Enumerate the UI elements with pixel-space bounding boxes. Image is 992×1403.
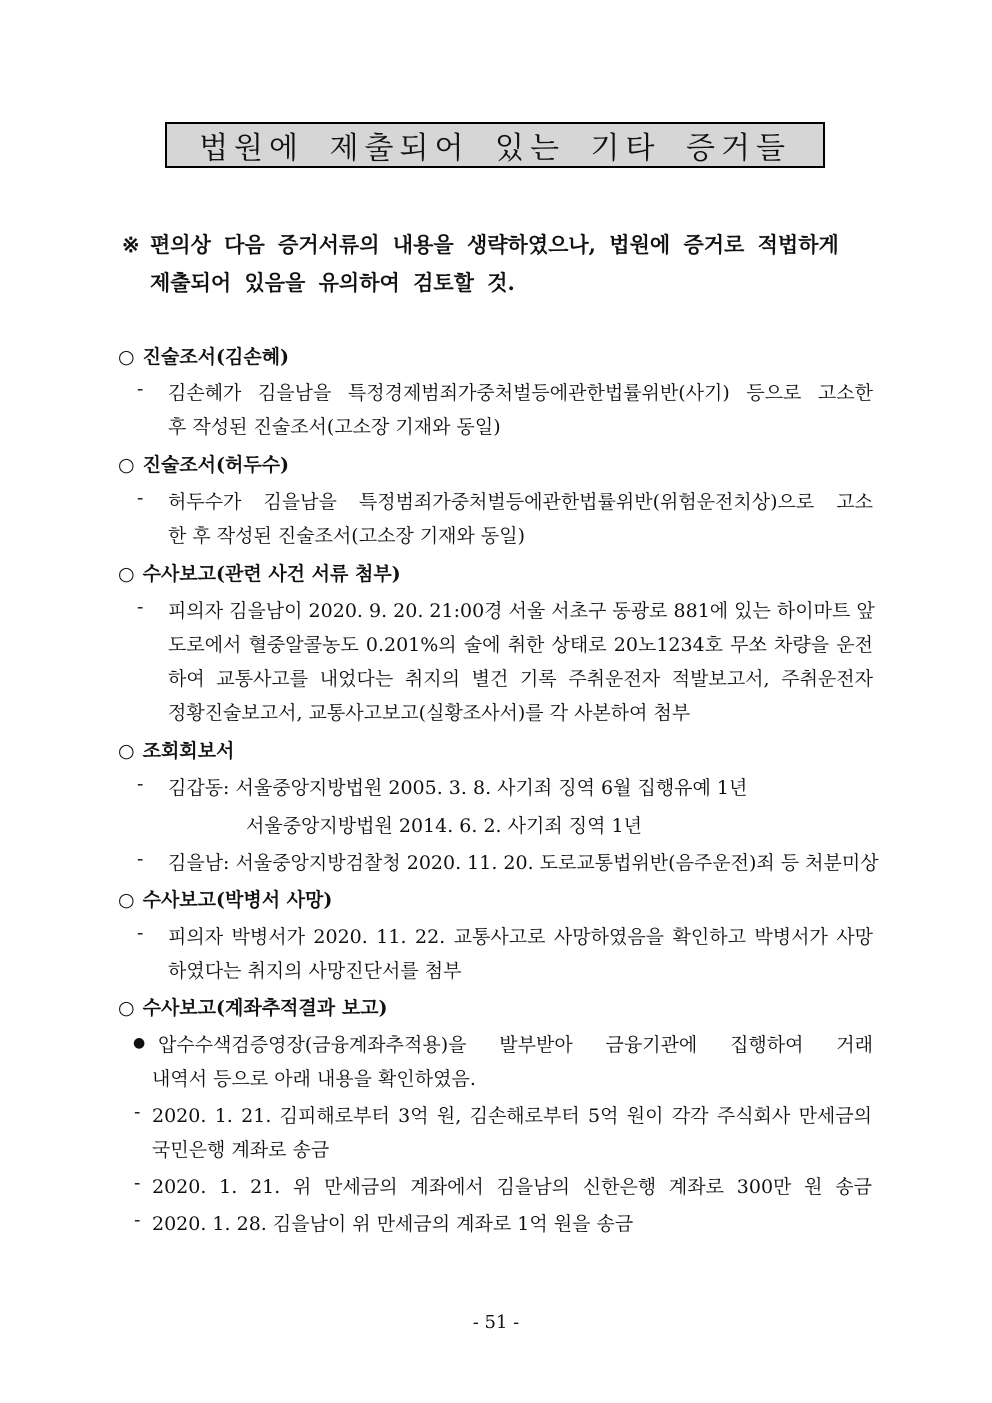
section-line: 한 후 작성된 진술조서(고소장 기재와 동일) xyxy=(168,525,526,547)
dash-marker: - xyxy=(134,1172,141,1194)
section-heading: ○ 조회회보서 xyxy=(118,740,235,762)
note-line-2: 제출되어 있음을 유의하여 검토할 것. xyxy=(150,270,515,295)
section-heading: ○ 진술조서(김손혜) xyxy=(118,346,290,368)
filled-bullet-icon: ● xyxy=(133,1035,146,1051)
section-line: 김갑동: 서울중앙지방법원 2005. 3. 8. 사기죄 징역 6월 집행유예 1년 xyxy=(168,777,748,799)
circle-bullet-icon: ○ xyxy=(118,454,135,476)
dash-marker: - xyxy=(137,922,144,944)
section-heading: ○ 진술조서(허두수) xyxy=(118,454,290,476)
section-line: 정황진술보고서, 교통사고보고(실황조사서)를 각 사본하여 첨부 xyxy=(168,702,691,724)
dash-marker: - xyxy=(137,773,144,795)
dash-marker: - xyxy=(137,487,144,509)
section-line: 김손혜가 김을남을 특정경제범죄가중처벌등에관한법률위반(사기) 등으로 고소한 xyxy=(168,382,873,404)
section-line: 피의자 김을남이 2020. 9. 20. 21:00경 서울 서초구 동광로 881에 있는 하이마트 앞 xyxy=(168,600,875,622)
circle-bullet-icon: ○ xyxy=(118,997,135,1019)
section-line: 김을남: 서울중앙지방검찰청 2020. 11. 20. 도로교통법위반(음주운전)죄 등 처분미상 xyxy=(168,852,879,874)
section-line: 국민은행 계좌로 송금 xyxy=(152,1139,330,1161)
instruction-note xyxy=(122,226,882,302)
section-line: 도로에서 혈중알콜농도 0.201%의 술에 취한 상태로 20노1234호 무쏘 차량을 운전 xyxy=(168,634,873,656)
dash-marker: - xyxy=(137,378,144,400)
dash-marker: - xyxy=(134,1209,141,1231)
section-line: 2020. 1. 28. 김을남이 위 만세금의 계좌로 1억 원을 송금 xyxy=(152,1213,634,1235)
section-line: 2020. 1. 21. 김피해로부터 3억 원, 김손해로부터 5억 원이 각각 주식회사 만세금의 xyxy=(152,1105,872,1127)
circle-bullet-icon: ○ xyxy=(118,889,135,911)
dash-marker: - xyxy=(137,596,144,618)
circle-bullet-icon: ○ xyxy=(118,740,135,762)
section-heading: ○ 수사보고(박병서 사망) xyxy=(118,889,333,911)
dash-marker: - xyxy=(137,848,144,870)
section-heading: ○ 수사보고(계좌추적결과 보고) xyxy=(118,997,388,1019)
reference-mark: ※ xyxy=(122,232,140,257)
section-heading: ○ 수사보고(관련 사건 서류 첨부) xyxy=(118,563,401,585)
section-line: 후 작성된 진술조서(고소장 기재와 동일) xyxy=(168,416,501,438)
circle-bullet-icon: ○ xyxy=(118,346,135,368)
section-line: 압수수색검증영장(금융계좌추적용)을 발부받아 금융기관에 집행하여 거래 xyxy=(158,1034,873,1056)
circle-bullet-icon: ○ xyxy=(118,563,135,585)
section-line: 내역서 등으로 아래 내용을 확인하였음. xyxy=(152,1068,476,1090)
note-line-1: 편의상 다음 증거서류의 내용을 생략하였으나, 법원에 증거로 적법하게 xyxy=(150,232,839,257)
section-line: 하였다는 취지의 사망진단서를 첨부 xyxy=(168,960,462,982)
section-line: 피의자 박병서가 2020. 11. 22. 교통사고로 사망하였음을 확인하고 박병서가 사망 xyxy=(168,926,873,948)
dash-marker: - xyxy=(134,1101,141,1123)
document-title: 법원에 제출되어 있는 기타 증거들 xyxy=(165,122,825,168)
section-line: 2020. 1. 21. 위 만세금의 계좌에서 김을남의 신한은행 계좌로 300만 원 송금 xyxy=(152,1176,872,1198)
section-line: 허두수가 김을남을 특정범죄가중처벌등에관한법률위반(위험운전치상)으로 고소 xyxy=(168,491,873,513)
page-number: - 51 - xyxy=(472,1312,520,1333)
section-line: 서울중앙지방법원 2014. 6. 2. 사기죄 징역 1년 xyxy=(246,815,642,837)
section-line: 하여 교통사고를 내었다는 취지의 별건 기록 주취운전자 적발보고서, 주취운전자 xyxy=(168,668,873,690)
